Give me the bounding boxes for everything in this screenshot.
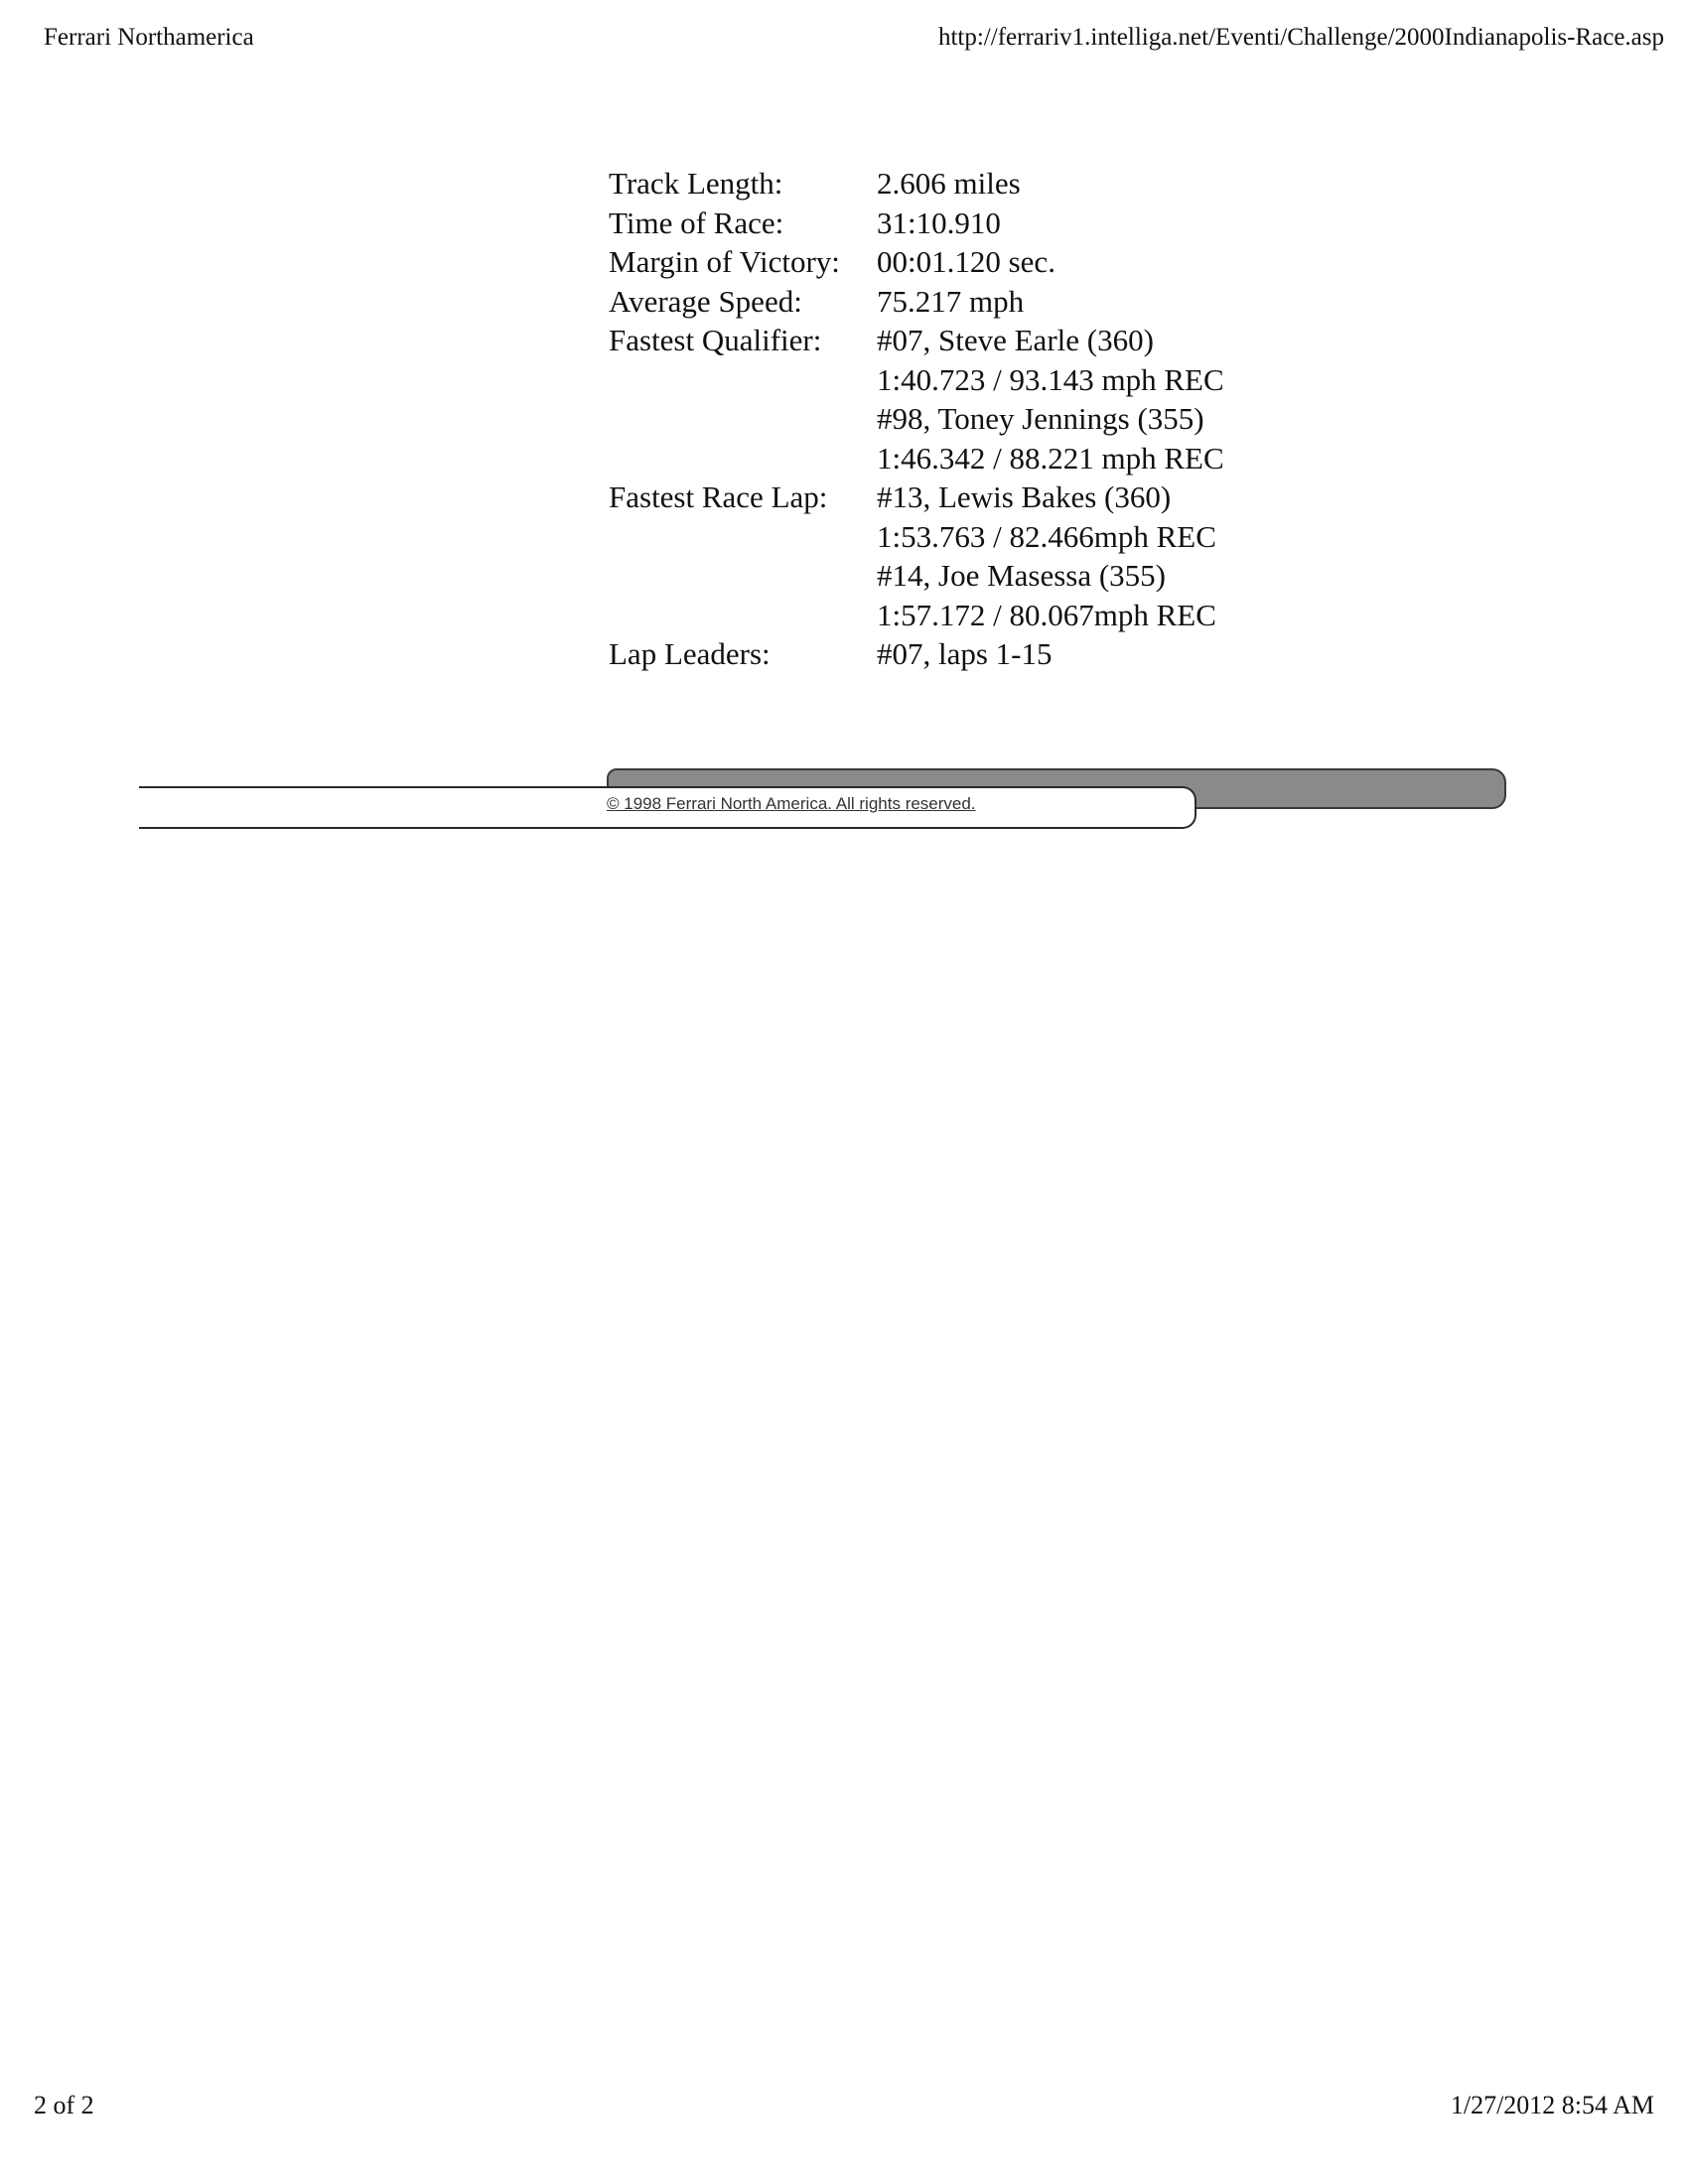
stat-row — [609, 478, 1224, 517]
stat-label: Fastest Race Lap: — [609, 479, 828, 514]
stat-row — [609, 282, 1224, 322]
stat-label: Lap Leaders: — [609, 636, 771, 671]
stat-row — [609, 399, 1224, 439]
stat-row — [609, 517, 1224, 557]
page-number: 2 of 2 — [34, 2091, 94, 2119]
stat-row — [609, 596, 1224, 635]
stat-label — [609, 596, 877, 635]
stat-label: Margin of Victory: — [609, 244, 840, 279]
stat-row — [609, 556, 1224, 596]
stat-row — [609, 242, 1224, 282]
stat-row — [609, 360, 1224, 400]
stat-value: 1:53.763 / 82.466mph REC — [877, 518, 1216, 554]
site-title: Ferrari Northamerica — [44, 24, 254, 51]
copyright-link[interactable]: © 1998 Ferrari North America. All rights reserved. — [607, 794, 976, 813]
stat-value: #98, Toney Jennings (355) — [877, 401, 1204, 436]
copyright-bar — [0, 754, 1688, 854]
stat-label: Average Speed: — [609, 283, 802, 319]
stat-label: Track Length: — [609, 166, 783, 201]
stat-row — [609, 164, 1224, 204]
stat-label — [609, 556, 877, 596]
stat-value: 31:10.910 — [877, 205, 1001, 240]
stat-label: Fastest Qualifier: — [609, 323, 822, 357]
stat-value: #14, Joe Masessa (355) — [877, 558, 1167, 593]
stat-label: Time of Race: — [609, 205, 784, 240]
stat-label — [609, 360, 877, 400]
stat-label — [609, 399, 877, 439]
stat-row — [609, 634, 1224, 674]
page-url: http://ferrariv1.intelliga.net/Eventi/Challenge/2000Indianapolis-Race.asp — [937, 24, 1664, 51]
stat-value: 00:01.120 sec. — [877, 244, 1055, 279]
stat-value: #07, laps 1-15 — [877, 636, 1053, 671]
stat-value: #13, Lewis Bakes (360) — [877, 479, 1172, 514]
stat-row — [609, 321, 1224, 360]
stat-row — [609, 439, 1224, 478]
stat-label — [609, 517, 877, 557]
stat-value: 1:40.723 / 93.143 mph REC — [877, 361, 1224, 397]
stat-value: #07, Steve Earle (360) — [877, 323, 1154, 357]
stat-value: 2.606 miles — [877, 166, 1021, 201]
stat-value: 1:57.172 / 80.067mph REC — [877, 597, 1216, 632]
stat-label — [609, 439, 877, 478]
stat-value: 1:46.342 / 88.221 mph REC — [877, 440, 1224, 476]
race-stats-table — [609, 164, 1224, 674]
stat-row — [609, 204, 1224, 243]
print-timestamp: 1/27/2012 8:54 AM — [1450, 2091, 1654, 2119]
stat-value: 75.217 mph — [877, 283, 1025, 319]
